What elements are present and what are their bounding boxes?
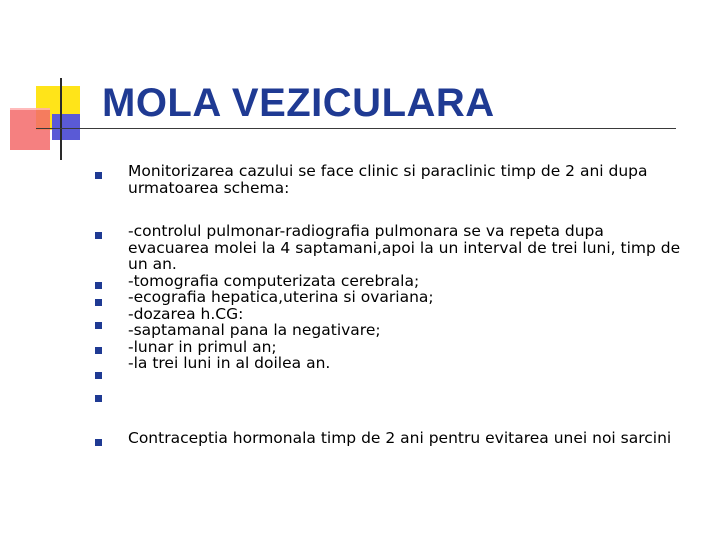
decorative-vertical-line	[60, 78, 62, 160]
paragraph-monitoring: Monitorizarea cazului se face clinic si paraclinic timp de 2 ani dupa urmatoarea schema:	[128, 162, 648, 197]
paragraph-contraception: Contraceptia hormonala timp de 2 ani pentru evitarea unei noi sarcini	[128, 429, 672, 447]
bullet-icon	[95, 282, 102, 289]
bullet-icon	[95, 395, 102, 402]
bullet-icon	[95, 172, 102, 179]
bullet-icon	[95, 372, 102, 379]
decorative-red-square	[10, 108, 50, 150]
title-underline	[36, 128, 676, 129]
decorative-blue-square	[52, 114, 80, 140]
bullet-icon	[95, 439, 102, 446]
bullet-icon	[95, 347, 102, 354]
slide-title: MOLA VEZICULARA	[102, 81, 495, 125]
bullet-icon	[95, 322, 102, 329]
bullet-icon	[95, 232, 102, 239]
paragraph-follow-up-schedule: -controlul pulmonar-radiografia pulmonara se va repeta dupa evacuarea molei la 4 saptamani,apoi la un interval de trei luni, timp de un an. -tomografia computerizata cerebrala; -ecografia hepatica,uterina si ovariana; -dozarea h.CG: -saptamanal pana la negativare; -lunar in primul an; -la trei luni in al doilea an.	[128, 222, 681, 372]
bullet-icon	[95, 299, 102, 306]
